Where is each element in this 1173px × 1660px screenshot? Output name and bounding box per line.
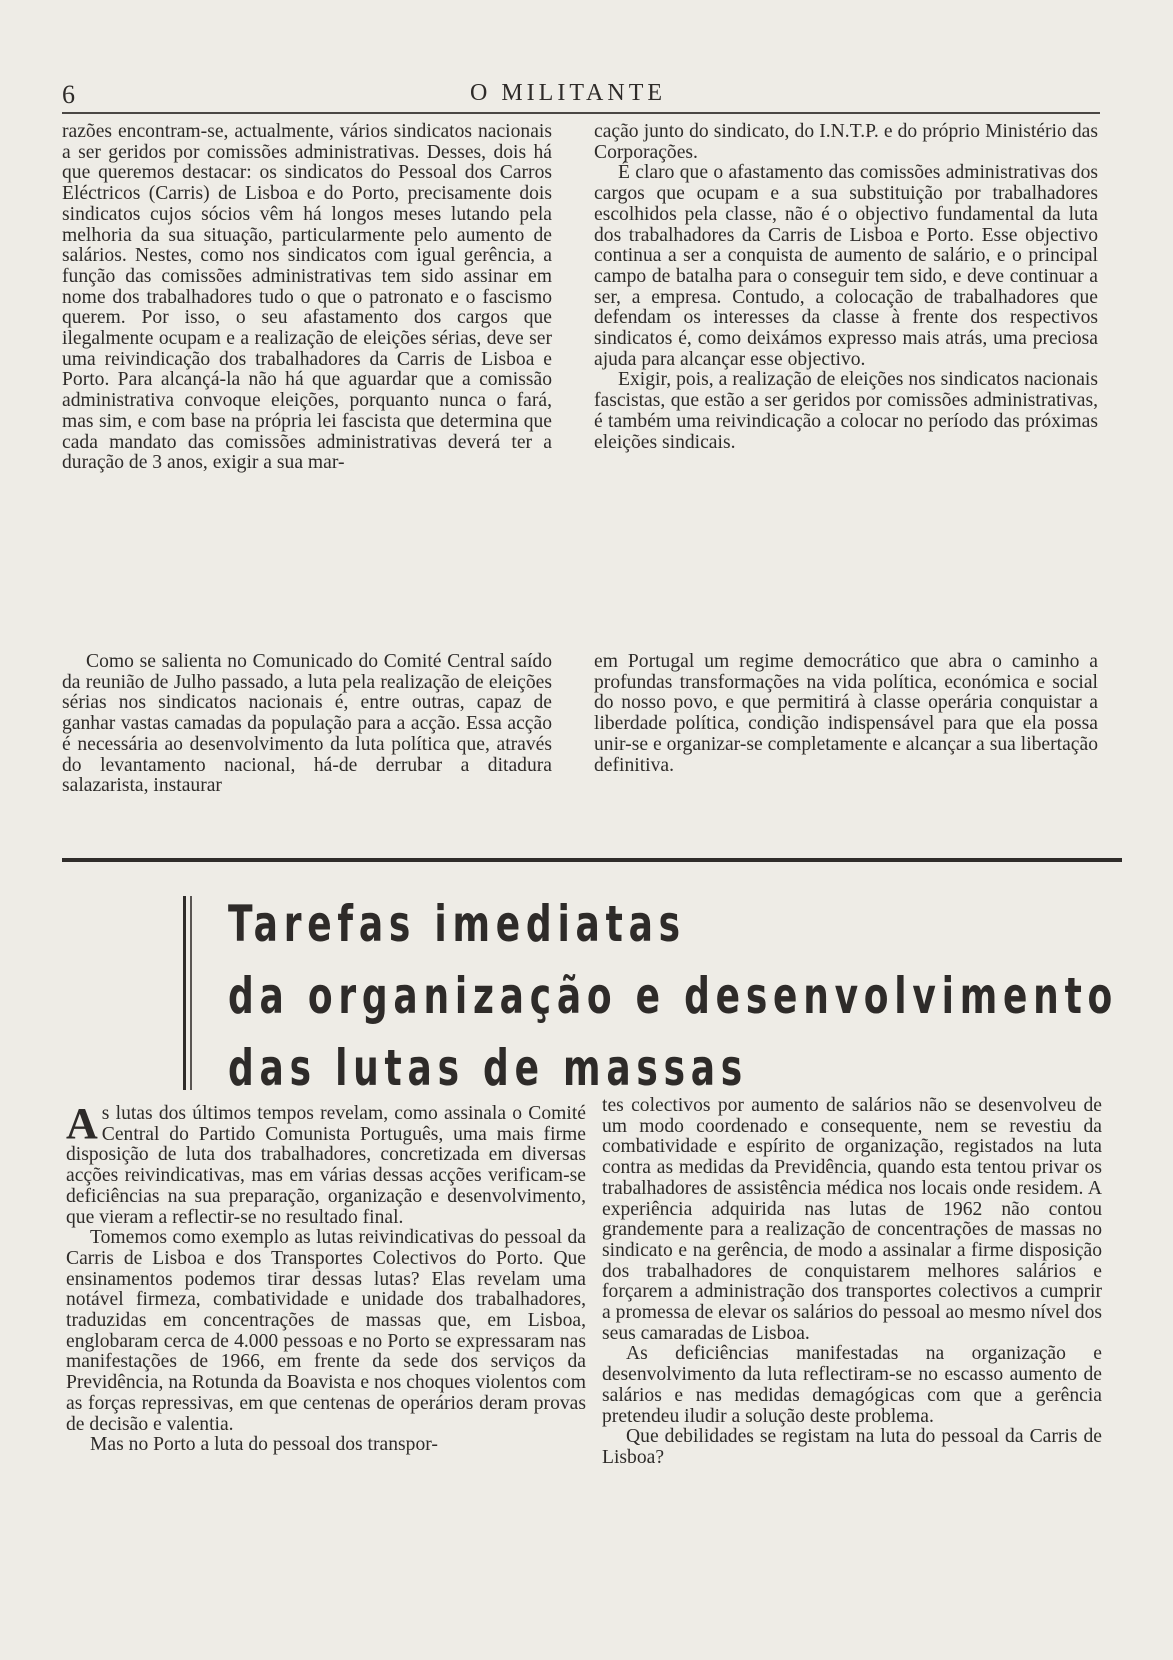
paragraph — [66, 1099, 586, 1228]
headline-bar — [183, 896, 186, 1090]
top-left-column-lower — [62, 652, 552, 797]
article-headline — [228, 888, 1119, 1104]
running-title: O MILITANTE — [470, 80, 667, 106]
paragraph: cação junto do sindicato, do I.N.T.P. e do próprio Ministério das Corporações. — [594, 121, 1098, 163]
paragraph: Que debilidades se registam na luta do pessoal da Carris de Lisboa? — [602, 1426, 1102, 1468]
section-divider — [62, 858, 1122, 862]
top-left-column — [62, 122, 552, 474]
paragraph: Exigir, pois, a realização de eleições nos sindicatos nacionais fascistas, que estão a ser geridos por comissões administrativas, é também uma reivindicação a colocar no período das próximas eleições sindicais. — [594, 369, 1098, 453]
article-right-column — [602, 1096, 1102, 1469]
article-left-column — [66, 1099, 586, 1456]
paragraph: É claro que o afastamento das comissões administrativas dos cargos que ocupam e a sua substituição por trabalhadores escolhidos pela classe, não é o objectivo fundamental da luta dos trabalhadores da Carris de Lisboa e Porto. Esse objectivo continua a ser a conquista de aumento de salário, e o principal campo de batalha para o conseguir tem sido, e deve continuar a ser, a empresa. Contudo, a colocação de trabalhadores que defendam os interesses da classe à frente dos respectivos sindicatos é, como deixámos expresso mais atrás, uma preciosa ajuda para alcançar esse objectivo. — [594, 162, 1098, 370]
paragraph: tes colectivos por aumento de salários não se desenvolveu de um modo coordenado e consequente, nem se revestiu da combatividade e espírito de organização, registados na luta contra as medidas da Previdência, quando esta tentou privar os trabalhadores de assistência médica nos locais onde residem. A experiência adquirida nas lutas de 1962 não contou grandemente para a realização de concentrações de massas no sindicato e na gerência, de modo a assinalar a firme disposição dos trabalhadores de conquistarem melhores salários e forçarem a administração dos transportes colectivos a cumprir a promessa de elevar os salários do pessoal ao mesmo nível dos seus camaradas de Lisboa. — [602, 1095, 1102, 1344]
top-right-column-lower — [594, 652, 1098, 776]
page-number: 6 — [62, 80, 75, 109]
headline-line: Tarefas imediatas — [228, 895, 686, 953]
paragraph: As deficiências manifestadas na organização e desenvolvimento da luta reflectiram-se no escasso aumento de salários e nas medidas demagógicas com que a gerência pretendeu iludir a solução deste problema. — [602, 1343, 1102, 1427]
top-rule — [62, 112, 1100, 114]
paragraph: razões encontram-se, actualmente, vários sindicatos nacionais a ser geridos por comissões administrativas. Desses, dois há que queremos destacar: os sindicatos do Pessoal dos Carros Eléctricos (Carris) de Lisboa e do Porto, precisamente dois sindicatos cujos sócios vêm há longos meses lutando pela melhoria da sua situação, particularmente pelo aumento de salários. Nestes, como nos sindicatos com igual gerência, a função das comissões administrativas tem sido assinar em nome dos trabalhadores tudo o que o patronato e o fascismo querem. Por isso, o seu afastamento dos cargos que ilegalmente ocupam e a realização de eleições sérias, deve ser uma reivindicação dos trabalhadores da Carris de Lisboa e Porto. Para alcançá-la não há que aguardar que a comissão administrativa convoque eleições, porquanto nunca o fará, mas sim, e com base na própria lei fascista que determina que cada mandato das comissões administrativas deverá ter a duração de 3 anos, exigir a sua mar- — [62, 121, 552, 474]
paragraph: Como se salienta no Comunicado do Comité Central saído da reunião de Julho passado, a luta pela realização de eleições sérias nos sindicatos nacionais é, entre outras, capaz de ganhar vastas camadas da população para a acção. Essa acção é necessária ao desenvolvimento da luta política que, através do levantamento nacional, há-de derrubar a ditadura salazarista, instaurar — [62, 651, 552, 797]
headline-line: das lutas de massas — [228, 1039, 748, 1097]
paragraph-text: s lutas dos últimos tempos revelam, como assinala o Comité Central do Partido Comunista Português, uma mais firme disposição de luta dos trabalhadores, concretizada em diversas acções reivindicativas, mas em várias dessas acções verificam-se deficiências na sua preparação, organização e desenvolvimento, que vieram a reflectir-se no resultado final. — [66, 1103, 586, 1228]
headline-line: da organização e desenvolvimento — [228, 967, 1119, 1025]
top-right-column — [594, 122, 1098, 453]
paragraph: em Portugal um regime democrático que abra o caminho a profundas transformações na vida política, económica e social do nosso povo, e que permitirá à classe operária conquistar a liberdade política, condição indispensável para que ela possa unir-se e organizar-se completamente e alcançar a sua libertação definitiva. — [594, 651, 1098, 776]
drop-cap: A — [66, 1099, 98, 1148]
paragraph: Tomemos como exemplo as lutas reivindicativas do pessoal da Carris de Lisboa e dos Transportes Colectivos do Porto. Que ensinamentos podemos tirar dessas lutas? Elas revelam uma notável firmeza, combatividade e unidade dos trabalhadores, traduzidas em concentrações de massas que, em Lisboa, englobaram cerca de 4.000 pessoas e no Porto se expressaram nas manifestações de 1966, em frente da sede dos serviços da Previdência, na Rotunda da Boavista e nos choques violentos com as forças repressivas, em que centenas de operários deram provas de decisão e valentia. — [66, 1227, 586, 1435]
paragraph: Mas no Porto a luta do pessoal dos transpor- — [90, 1434, 438, 1456]
headline-bar-thin — [190, 896, 192, 1090]
